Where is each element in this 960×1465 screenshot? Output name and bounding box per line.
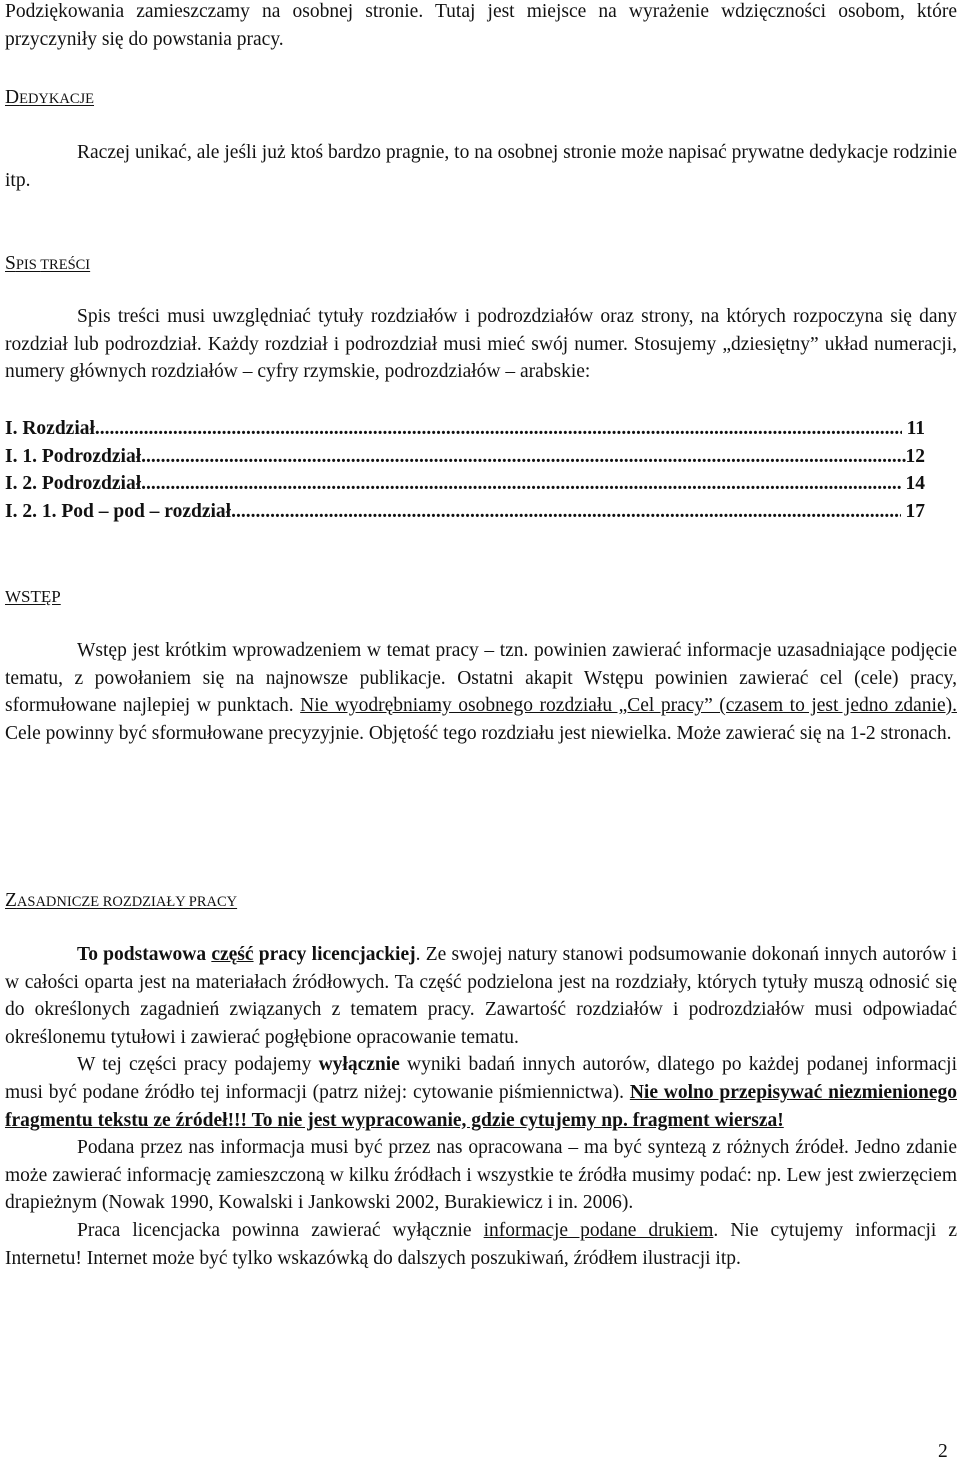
toc-entry-label: I. 1. Podrozdział xyxy=(5,445,142,467)
toc-entry-label: I. 2. 1. Pod – pod – rozdział xyxy=(5,500,232,522)
toc-entry xyxy=(5,470,925,498)
toc-entry xyxy=(5,415,925,443)
heading-rest: ASADNICZE ROZDZIAŁY PRACY xyxy=(16,894,238,910)
toc-entry-page: 11 xyxy=(906,418,925,439)
underlined-note: Nie wyodrębniamy osobnego rozdziału „Cel pracy” (czasem to jest jedno zdanie). xyxy=(300,695,957,717)
dedications-text: Raczej unikać, ale jeśli już ktoś bardzo pragnie, to na osobnej stronie może napisać prywatne dedykacje rodzinie itp. xyxy=(5,142,957,191)
chapters-body xyxy=(5,941,957,1272)
introduction-heading: WSTĘP xyxy=(5,587,61,606)
bold-lead: To podstawowa część pracy licencjackiej xyxy=(77,944,416,965)
toc-entry-page: 17 xyxy=(905,500,925,522)
toc-description: Spis treści musi uwzględniać tytuły rozdziałów i podrozdziałów oraz strony, na których rozpoczyna się dany rozdział lub podrozdział. Każdy rozdział i podrozdział musi mieć swój numer. Stosujemy „dziesiętny” układ numeracji, numery głównych rozdziałów – cyfry rzymskie, podrozdziałów – arabskie: xyxy=(5,306,957,383)
toc-entry-label: I. 2. Podrozdział xyxy=(5,473,142,495)
heading-rest: EDYKACJE xyxy=(19,91,95,107)
chapters-heading xyxy=(5,887,237,917)
toc-entries xyxy=(5,415,925,525)
dedications-heading xyxy=(5,84,94,114)
heading-rest: TREŚCI xyxy=(40,257,91,273)
acknowledgements-text: Podziękowania zamieszczamy na osobnej stronie. Tutaj jest miejsce na wyrażenie wdzięczności osobom, które przyczyniły się do powstania pracy. xyxy=(5,1,957,50)
warning-text: Nie wolno przepisywać niezmienionego fragmentu tekstu ze źródeł!!! To nie jest wypracowanie, gdzie cytujemy np. fragment wiersza! xyxy=(5,1081,957,1131)
chapters-paragraph-2: W tej części pracy podajemy wyłącznie wyniki badań innych autorów, dlatego po każdej podanej informacji musi być podane źródło tej informacji (patrz niżej: cytowanie piśmiennictwa). Nie wolno przepisywać niezmienionego fragmentu tekstu ze źródeł!!! To nie jest wypracowanie, gdzie cytujemy np. fragment wiersza! xyxy=(5,1054,957,1131)
heading-cap: D xyxy=(5,87,20,108)
chapters-paragraph-4: Praca licencjacka powinna zawierać wyłącznie informacje podane drukiem. Nie cytujemy informacji z Internetu! Internet może być tylko wskazówką do dalszych poszukiwań, źródłem ilustracji itp. xyxy=(5,1219,958,1269)
toc-entry-page: 14 xyxy=(905,473,925,495)
chapters-paragraph-1: To podstawowa część pracy licencjackiej. Ze swojej natury stanowi podsumowanie dokonań innych autorów i w całości oparta jest na materiałach źródłowych. Ta część podzielona jest na rozdziały, których tytuły muszą odnosić się do określonych zagadnień związanych z tematem pracy. Zawartość rozdziałów i podrozdziałów musi odpowiadać określonemu tytułowi i zawierać pogłębione opracowanie tematu. xyxy=(5,944,957,1048)
toc-entry-label: I. Rozdział xyxy=(5,418,95,439)
toc-entry-page: 12 xyxy=(905,445,925,467)
chapters-paragraph-3: Podana przez nas informacja musi być przez nas opracowana – ma być syntezą z różnych źródeł. Jedno zdanie może zawierać informację zamieszczoną w kilku źródłach i wszystkie te źródła musimy podać: np. Lew jest zwierzęciem drapieżnym (Nowak 1990, Kowalski i Jankowski 2002, Burakiewicz i in. 2006). xyxy=(5,1137,957,1214)
heading-cap: Z xyxy=(5,890,17,911)
heading-rest: PIS xyxy=(15,257,41,273)
toc-entry xyxy=(5,443,925,471)
introduction-text: Wstęp jest krótkim wprowadzeniem w temat pracy – tzn. powinien zawierać informacje uzasadniające podjęcie tematu, z powołaniem się na najnowsze publikacje. Ostatni akapit Wstępu powinien zawierać cel (cele) pracy, sformułowane najlepiej w punktach. Nie wyodrębniamy osobnego rozdziału „Cel pracy” (czasem to jest jedno zdanie). Cele powinny być sformułowane precyzyjnie. Objętość tego rozdziału jest niewielka. Może zawierać się na 1-2 stronach. xyxy=(5,640,957,744)
toc-entry xyxy=(5,498,925,526)
heading-cap: S xyxy=(5,253,16,274)
page-number: 2 xyxy=(938,1441,948,1462)
toc-heading xyxy=(5,250,90,280)
